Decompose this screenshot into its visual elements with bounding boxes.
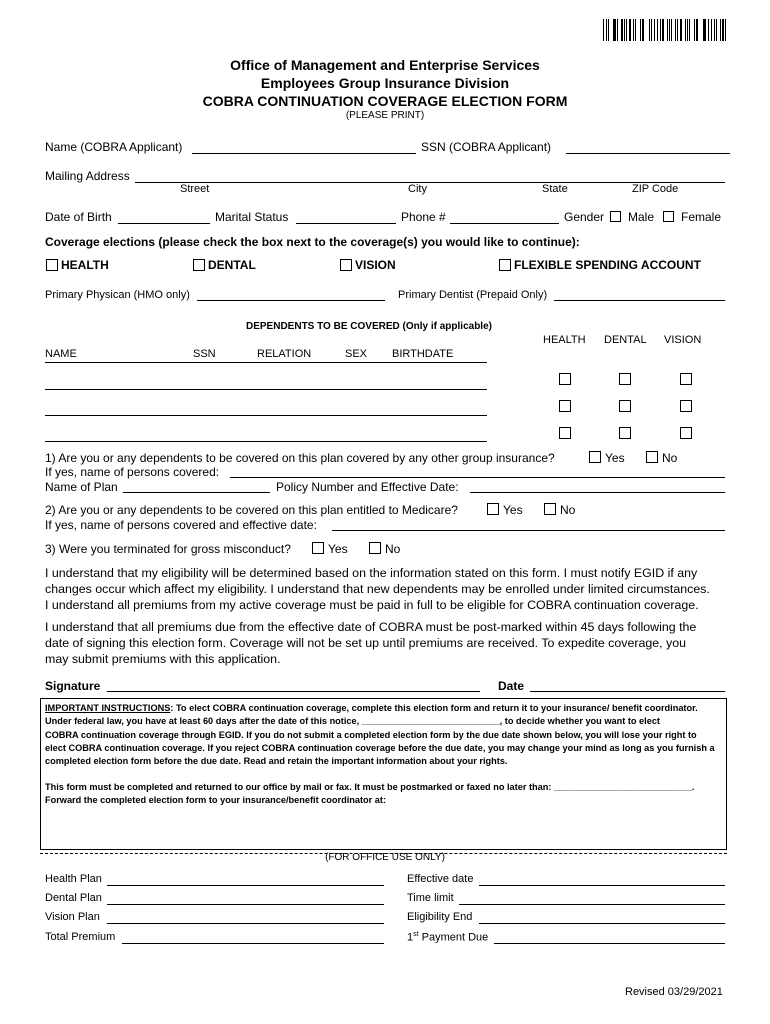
premium-line-1: I understand that all premiums due from the effective date of COBRA must be post-marked within 45 days following the (45, 620, 697, 634)
total-premium-label: Total Premium (45, 931, 116, 943)
primary-physician-field[interactable] (197, 300, 385, 301)
dental-label: DENTAL (208, 258, 256, 272)
eligibility-line-3: I understand all premiums from my active coverage must be paid in full to be eligible for COBRA continuation coverage. (45, 598, 699, 612)
instructions-line-2: Under federal law, you have at least 60 days after the date of this notice, ___________________________, to decide whether you want to elect (45, 716, 660, 727)
mailing-address-label: Mailing Address (45, 169, 130, 183)
q2-yes-label: Yes (503, 503, 523, 517)
dep-col-sex: SEX (345, 348, 368, 360)
first-payment-due-label: 1st Payment Due (407, 931, 489, 944)
dep-row-3-field[interactable] (45, 441, 487, 442)
zip-label: ZIP Code (632, 183, 679, 195)
instructions-line-7: Forward the completed election form to your insurance/benefit coordinator at: (45, 795, 387, 806)
dep-col-birthdate: BIRTHDATE (392, 348, 454, 360)
dep-col-name: NAME (45, 348, 77, 360)
time-limit-field[interactable] (459, 904, 725, 905)
q1-policy-field[interactable] (470, 492, 725, 493)
dental-plan-label: Dental Plan (45, 892, 102, 904)
ssn-field[interactable] (566, 153, 730, 154)
dep-1-vision-checkbox[interactable] (680, 373, 692, 385)
print-note: (PLEASE PRINT) (345, 110, 425, 121)
q3-text: 3) Were you terminated for gross misconduct? (45, 542, 291, 556)
dep-3-health-checkbox[interactable] (559, 427, 571, 439)
revised-date: Revised 03/29/2021 (625, 986, 723, 998)
dob-label: Date of Birth (45, 210, 112, 224)
dep-dental-col: DENTAL (604, 334, 647, 346)
dep-3-dental-checkbox[interactable] (619, 427, 631, 439)
marital-status-label: Marital Status (215, 210, 289, 224)
health-label: HEALTH (61, 258, 109, 272)
first-payment-due-field[interactable] (494, 943, 725, 944)
female-checkbox[interactable] (663, 211, 674, 222)
q1-text: 1) Are you or any dependents to be covered on this plan covered by any other group insurance? (45, 451, 555, 465)
premium-statement (45, 619, 735, 667)
street-label: Street (180, 183, 210, 195)
signature-label: Signature (45, 679, 101, 693)
fsa-label: FLEXIBLE SPENDING ACCOUNT (514, 258, 701, 272)
eligibility-line-2: changes occur which affect my eligibility. I understand that new dependents may be enrolled under limited circumstances. (45, 582, 710, 596)
effective-date-label: Effective date (407, 873, 474, 885)
vision-checkbox[interactable] (340, 259, 352, 271)
male-label: Male (628, 210, 655, 224)
q1-persons-label: If yes, name of persons covered: (45, 465, 220, 479)
health-checkbox[interactable] (46, 259, 58, 271)
q1-policy-label: Policy Number and Effective Date: (276, 480, 459, 494)
q3-no-checkbox[interactable] (369, 542, 381, 554)
dep-1-health-checkbox[interactable] (559, 373, 571, 385)
instructions-line-3: COBRA continuation coverage through EGID. If you do not submit a completed election form by the due date shown below, you will lose your right to (45, 729, 697, 740)
dep-row-2-field[interactable] (45, 415, 487, 416)
vision-label: VISION (355, 258, 396, 272)
barcode-image (603, 19, 729, 41)
eligibility-end-label: Eligibility End (407, 911, 473, 923)
health-plan-field[interactable] (107, 885, 384, 886)
date-label: Date (498, 679, 525, 693)
dep-col-relation: RELATION (257, 348, 312, 360)
q1-plan-field[interactable] (123, 492, 270, 493)
instructions-title: IMPORTANT INSTRUCTIONS (45, 703, 171, 713)
premium-line-2: date of signing this election form. Coverage will not be set up until premiums are received. To expedite coverage, you (45, 636, 686, 650)
coverage-heading: Coverage elections (please check the box next to the coverage(s) you would like to continue): (45, 235, 580, 249)
primary-physician-label: Primary Physican (HMO only) (45, 289, 190, 301)
q2-yes-checkbox[interactable] (487, 503, 499, 515)
dep-2-vision-checkbox[interactable] (680, 400, 692, 412)
return-instructions (45, 781, 735, 808)
gender-label: Gender (564, 210, 605, 224)
vision-plan-label: Vision Plan (45, 911, 100, 923)
q3-yes-label: Yes (328, 542, 348, 556)
q2-no-label: No (560, 503, 576, 517)
q2-no-checkbox[interactable] (544, 503, 556, 515)
q1-no-checkbox[interactable] (646, 451, 658, 463)
eligibility-statement (45, 565, 735, 613)
q1-yes-checkbox[interactable] (589, 451, 601, 463)
female-label: Female (681, 210, 722, 224)
premium-line-3: may submit premiums with this application. (45, 652, 281, 666)
phone-field[interactable] (450, 223, 559, 224)
vision-plan-field[interactable] (107, 923, 384, 924)
q3-no-label: No (385, 542, 401, 556)
instructions-line-4: elect COBRA continuation coverage. If you reject COBRA continuation coverage before the due date, you may change your mind as long as you furnish a (45, 742, 715, 753)
q1-yes-label: Yes (605, 451, 625, 465)
health-plan-label: Health Plan (45, 873, 102, 885)
q1-persons-field[interactable] (230, 477, 725, 478)
effective-date-field[interactable] (479, 885, 725, 886)
city-label: City (408, 183, 427, 195)
q2-persons-field[interactable] (332, 530, 725, 531)
q1-plan-label: Name of Plan (45, 480, 118, 494)
state-label: State (542, 183, 568, 195)
ssn-label: SSN (COBRA Applicant) (421, 140, 552, 154)
name-field[interactable] (192, 153, 416, 154)
signature-date-field[interactable] (530, 691, 725, 692)
dep-col-ssn: SSN (193, 348, 216, 360)
q2-text: 2) Are you or any dependents to be covered on this plan entitled to Medicare? (45, 503, 458, 517)
dep-1-dental-checkbox[interactable] (619, 373, 631, 385)
instructions-line-1: : To elect COBRA continuation coverage, complete this election form and return it to your insurance/ benefit coordinator. (170, 703, 698, 713)
office-title: Office of Management and Enterprise Services (230, 57, 540, 73)
form-title: COBRA CONTINUATION COVERAGE ELECTION FORM (202, 93, 568, 109)
fsa-checkbox[interactable] (499, 259, 511, 271)
division-title: Employees Group Insurance Division (260, 75, 510, 91)
dep-vision-col: VISION (664, 334, 702, 346)
q3-yes-checkbox[interactable] (312, 542, 324, 554)
phone-label: Phone # (401, 210, 446, 224)
total-premium-field[interactable] (122, 943, 384, 944)
office-use-heading: (FOR OFFICE USE ONLY) (325, 852, 445, 863)
eligibility-end-field[interactable] (479, 923, 725, 924)
instructions-line-6: This form must be completed and returned to our office by mail or fax. It must be postmarked or faxed no later than: ___________________________. (45, 782, 695, 792)
dep-health-col: HEALTH (543, 334, 586, 346)
eligibility-line-1: I understand that my eligibility will be determined based on the information stated on this form. I must notify EGID if any (45, 566, 698, 580)
dep-2-health-checkbox[interactable] (559, 400, 571, 412)
q1-no-label: No (662, 451, 678, 465)
dob-field[interactable] (118, 223, 210, 224)
dependents-heading: DEPENDENTS TO BE COVERED (Only if applicable) (246, 321, 492, 332)
name-label: Name (COBRA Applicant) (45, 140, 183, 154)
instructions-line-5: completed election form before the due date. Read and retain the important information about your rights. (45, 756, 508, 767)
signature-field[interactable] (107, 691, 480, 692)
primary-dentist-field[interactable] (554, 300, 725, 301)
dep-row-1-field[interactable] (45, 389, 487, 390)
male-checkbox[interactable] (610, 211, 621, 222)
marital-status-field[interactable] (296, 223, 396, 224)
dep-2-dental-checkbox[interactable] (619, 400, 631, 412)
time-limit-label: Time limit (407, 892, 454, 904)
dep-3-vision-checkbox[interactable] (680, 427, 692, 439)
dental-checkbox[interactable] (193, 259, 205, 271)
q2-persons-label: If yes, name of persons covered and effective date: (45, 518, 317, 532)
dental-plan-field[interactable] (107, 904, 384, 905)
primary-dentist-label: Primary Dentist (Prepaid Only) (398, 289, 548, 301)
instructions-text (45, 702, 735, 768)
dep-header-rule (45, 362, 487, 363)
